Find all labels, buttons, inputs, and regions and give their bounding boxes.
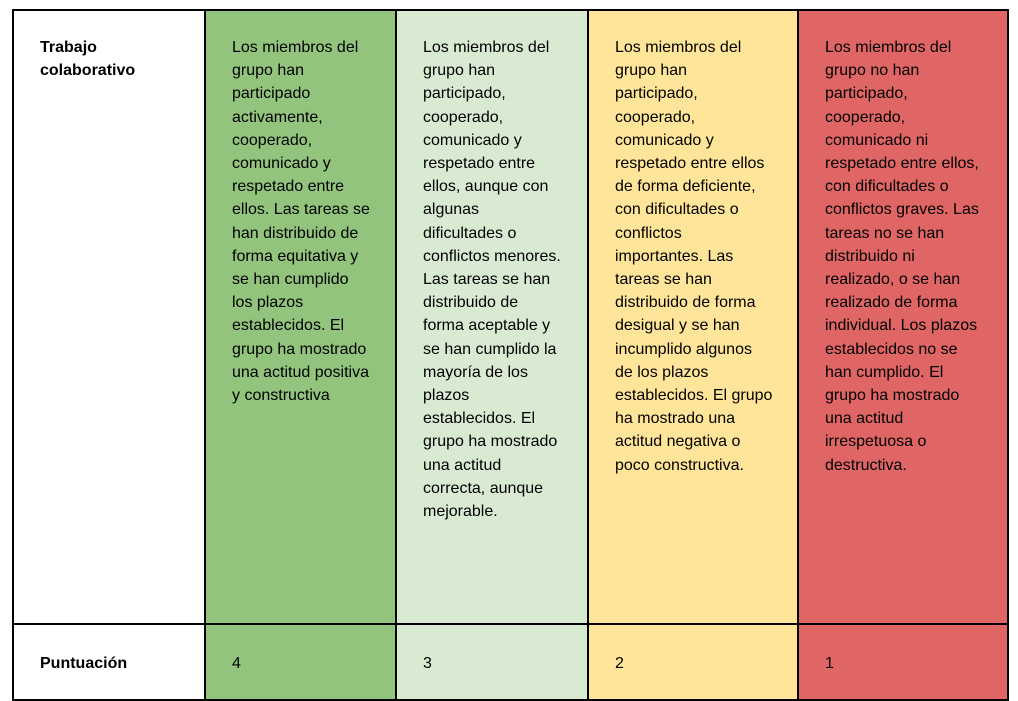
rubric-table xyxy=(12,9,1009,701)
table-row-score xyxy=(13,624,1008,700)
level-3-score: 3 xyxy=(396,624,588,700)
level-2-description: Los miembros del grupo han participado, cooperado, comunicado y respetado entre ellos de forma deficiente, con dificultades o conflictos importantes. Las tareas se han distribuido de forma desigual y se han incumplido algunos de los plazos establecidos. El grupo ha mostrado una actitud negativa o poco constructiva. xyxy=(588,10,798,624)
level-4-score: 4 xyxy=(205,624,396,700)
level-4-description: Los miembros del grupo han participado activamente, cooperado, comunicado y respetado entre ellos. Las tareas se han distribuido de forma equitativa y se han cumplido los plazos establecidos. El grupo ha mostrado una actitud positiva y constructiva xyxy=(205,10,396,624)
level-2-score: 2 xyxy=(588,624,798,700)
level-1-score: 1 xyxy=(798,624,1008,700)
criterion-label: Trabajo colaborativo xyxy=(13,10,205,624)
score-label: Puntuación xyxy=(13,624,205,700)
level-1-description: Los miembros del grupo no han participado, cooperado, comunicado ni respetado entre ellos, con dificultades o conflictos graves. Las tareas no se han distribuido ni realizado, o se han realizado de forma individual. Los plazos establecidos no se han cumplido. El grupo ha mostrado una actitud irrespetuosa o destructiva. xyxy=(798,10,1008,624)
table-row-criterion xyxy=(13,10,1008,624)
level-3-description: Los miembros del grupo han participado, cooperado, comunicado y respetado entre ellos, aunque con algunas dificultades o conflictos menores. Las tareas se han distribuido de forma aceptable y se han cumplido la mayoría de los plazos establecidos. El grupo ha mostrado una actitud correcta, aunque mejorable. xyxy=(396,10,588,624)
